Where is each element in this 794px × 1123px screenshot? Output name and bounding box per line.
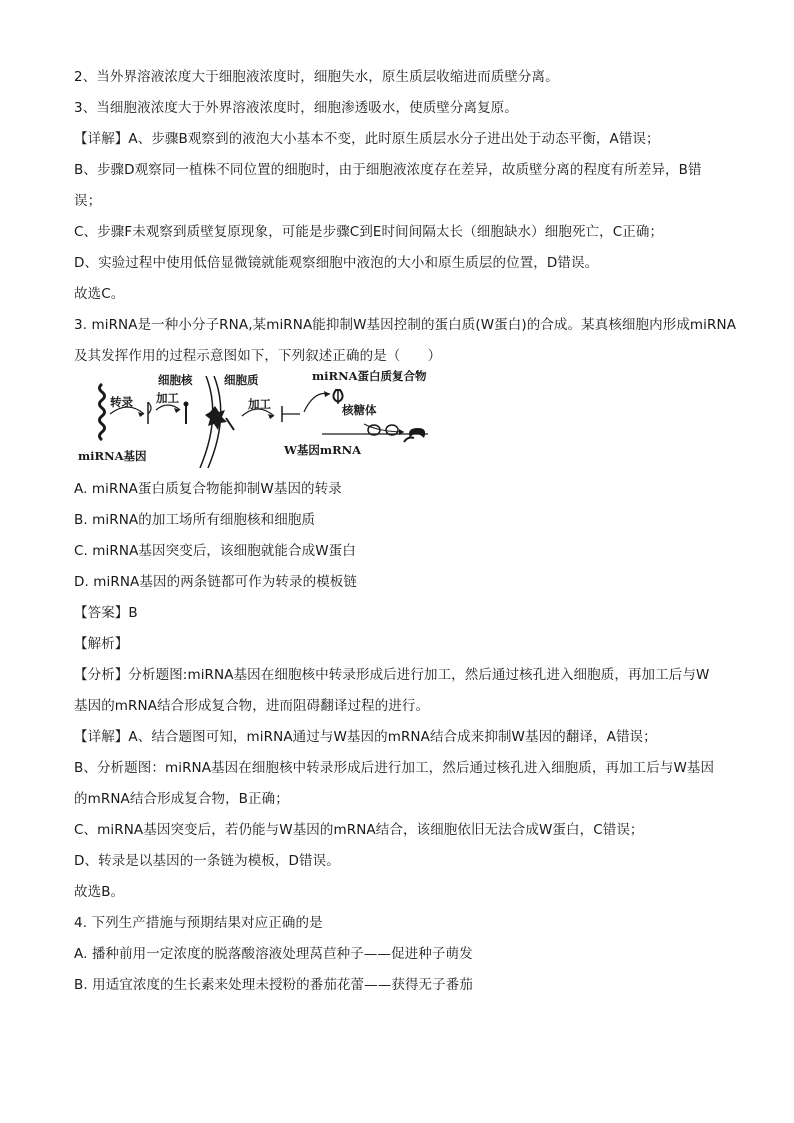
text-line: 故选C。 xyxy=(74,286,125,302)
text-line: 【分析】分析题图:miRNA基因在细胞核中转录形成后进行加工，然后通过核孔进入细胞质，再加工后与W xyxy=(74,667,710,683)
text-line: C、miRNA基因突变后，若仍能与W基因的mRNA结合，该细胞依旧无法合成W蛋白，C错误； xyxy=(74,822,644,838)
question-3 xyxy=(74,310,737,908)
label-w-gene-mrna: W基因mRNA xyxy=(284,443,362,457)
text-line: 基因的mRNA结合形成复合物，进而阻碍翻译过程的进行。 xyxy=(74,698,430,714)
question-4 xyxy=(74,908,734,1001)
label-ribosome: 核糖体 xyxy=(342,403,377,417)
nuclear-pore xyxy=(205,406,227,430)
text-line: 误； xyxy=(74,193,102,209)
label-processing-1: 加工 xyxy=(156,391,179,405)
text-line: 故选B。 xyxy=(74,884,125,900)
option-a: A. 播种前用一定浓度的脱落酸溶液处理莴苣种子——促进种子萌发 xyxy=(74,946,473,962)
text-line: C、步骤F未观察到质壁复原现象，可能是步骤C到E时间间隔太长（细胞缺水）细胞死亡，C正确； xyxy=(74,224,664,240)
text-line: 3、当细胞液浓度大于外界溶液浓度时，细胞渗透吸水，使质壁分离复原。 xyxy=(74,100,518,116)
gene-helix xyxy=(100,384,105,440)
question-stem: 3. miRNA是一种小分子RNA,某miRNA能抑制W基因控制的蛋白质(W蛋白)的合成。某真核细胞内形成miRNA xyxy=(74,317,737,333)
analysis-heading: 【解析】 xyxy=(74,636,129,652)
answer-label: 【答案】 xyxy=(74,605,129,621)
text-line: D、转录是以基因的一条链为模板，D错误。 xyxy=(74,853,340,869)
text-line: 2、当外界溶液浓度大于细胞液浓度时，细胞失水，原生质层收缩进而质壁分离。 xyxy=(74,69,559,85)
option-b: B. 用适宜浓度的生长素来处理未授粉的番茄花蕾——获得无子番茄 xyxy=(74,977,473,993)
label-cytoplasm: 细胞质 xyxy=(224,373,259,387)
text-line: B、分析题图：miRNA基因在细胞核中转录形成后进行加工，然后通过核孔进入细胞质，再加工后与W基因 xyxy=(74,760,715,776)
text-line: B、步骤D观察同一植株不同位置的细胞时，由于细胞液浓度存在差异，故质壁分离的程度有所差异，B错 xyxy=(74,162,702,178)
option-d: D. miRNA基因的两条链都可作为转录的模板链 xyxy=(74,574,357,590)
question-stem: 4. 下列生产措施与预期结果对应正确的是 xyxy=(74,915,323,931)
option-b: B. miRNA的加工场所有细胞核和细胞质 xyxy=(74,512,316,528)
text-line: 【详解】A、步骤B观察到的液泡大小基本不变，此时原生质层水分子进出处于动态平衡，A错误； xyxy=(74,131,660,147)
label-mirna-protein-complex: miRNA蛋白质复合物 xyxy=(312,369,427,383)
option-c: C. miRNA基因突变后，该细胞就能合成W蛋白 xyxy=(74,543,356,559)
label-mirna-gene: miRNA基因 xyxy=(78,449,147,463)
text-line: 的mRNA结合形成复合物，B正确； xyxy=(74,791,289,807)
answer-value: B xyxy=(128,605,138,621)
label-processing-2: 加工 xyxy=(248,397,271,411)
question-stem: 及其发挥作用的过程示意图如下，下列叙述正确的是（ ） xyxy=(74,348,442,364)
text-line: 【详解】A、结合题图可知，miRNA通过与W基因的mRNA结合成来抑制W基因的翻译，A错误； xyxy=(74,729,657,745)
text-line: D、实验过程中使用低倍显微镜就能观察细胞中液泡的大小和原生质层的位置，D错误。 xyxy=(74,255,599,271)
mirna-process-figure xyxy=(74,369,434,468)
option-a: A. miRNA蛋白质复合物能抑制W基因的转录 xyxy=(74,481,342,497)
document-page xyxy=(74,62,737,1001)
label-transcription: 转录 xyxy=(110,395,133,409)
answer-line xyxy=(74,598,734,629)
label-nucleus: 细胞核 xyxy=(158,373,193,387)
explanation-previous-question xyxy=(74,62,734,310)
